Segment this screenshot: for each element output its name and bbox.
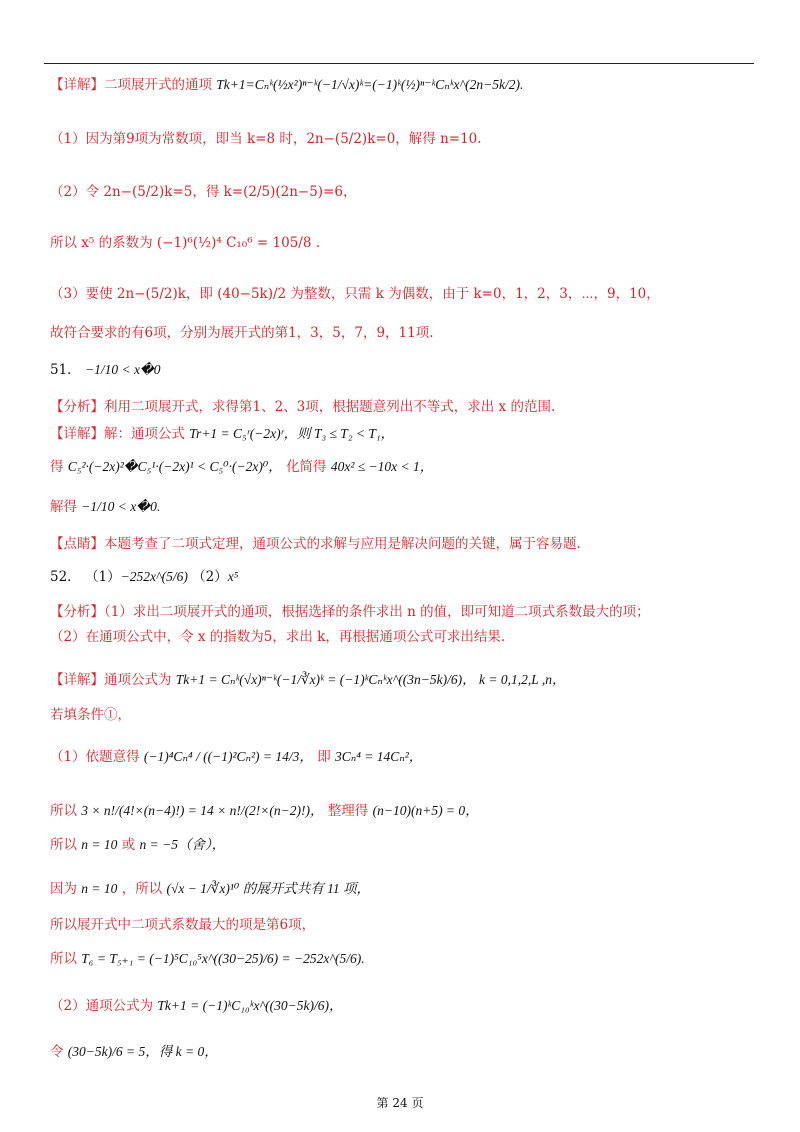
answer-51: 51． −1/10 < x�0 — [50, 362, 161, 378]
line-step-1: （1）依题意得 (−1)⁴Cₙ⁴ / ((−1)²Cₙ²) = 14/3， 即 3Cₙ⁴ = 14Cₙ²， — [50, 749, 423, 765]
line-analysis-52: 【分析】（1）求出二项展开式的通项，根据选择的条件求出 n 的值，即可知道二项式系数最大的项； — [50, 604, 650, 620]
header-rule — [44, 63, 754, 64]
line-analysis-52b: （2）在通项公式中，令 x 的指数为5，求出 k，再根据通项公式可求出结果. — [50, 629, 506, 645]
line-1: 【详解】二项展开式的通项 Tk+1=Cₙᵏ(½x²)ⁿ⁻ᵏ(−1/√x)ᵏ=(−1)ᵏ(½)ⁿ⁻ᵏCₙᵏx^(2n−5k/2). — [50, 77, 524, 93]
line-5: （3）要使 2n−(5/2)k，即 (40−5k)/2 为整数，只需 k 为偶数，由于 k=0，1，2，3，⋯，9，10， — [50, 286, 660, 302]
line-3: （2）令 2n−(5/2)k=5，得 k=(2/5)(2n−5)=6， — [50, 184, 357, 200]
line-n-value: 所以 n = 10 或 n = −5（舍）， — [50, 837, 226, 853]
line-solve-51: 解得 −1/10 < x�0. — [50, 499, 161, 515]
page-number: 第 24 页 — [376, 1096, 424, 1110]
answer-52: 52． （1）−252x^(5/6) （2）x⁵ — [50, 569, 239, 585]
line-4: 所以 x⁵ 的系数为 (−1)⁶(½)⁴ C₁₀⁶ = 105/8 . — [50, 235, 321, 251]
line-solve-k: 令 (30−5k)/6 = 5，得 k = 0， — [50, 1044, 218, 1060]
line-detail-51: 【详解】解：通项公式 Tr+1 = C₅ʳ(−2x)ʳ，则 T₃ ≤ T₂ < T₁， — [50, 426, 395, 442]
line-t6: 所以 T₆ = T₅₊₁ = (−1)⁵C₁₀⁵x^((30−25)/6) = −252x^(5/6). — [50, 951, 365, 967]
line-factorial: 所以 3 × n!/(4!×(n−4)!) = 14 × n!/(2!×(n−2)!)， 整理得 (n−10)(n+5) = 0， — [50, 803, 479, 819]
line-analysis-51: 【分析】利用二项展开式，求得第1、2、3项，根据题意列出不等式，求出 x 的范围. — [50, 399, 556, 415]
line-detail-52: 【详解】通项公式为 Tk+1 = Cₙᵏ(√x)ⁿ⁻ᵏ(−1/∛x)ᵏ = (−1)ᵏCₙᵏx^((3n−5k)/6)， k = 0,1,2,L ,n， — [50, 672, 566, 688]
line-comment-51: 【点睛】本题考查了二项式定理，通项公式的求解与应用是解决问题的关键，属于容易题. — [50, 536, 581, 552]
line-6: 故符合要求的有6项，分别为展开式的第1，3，5，7，9，11项. — [50, 325, 434, 341]
line-ineq-51: 得 C₅²·(−2x)²�C₅¹·(−2x)¹ < C₅⁰·(−2x)⁰， 化简得 40x² ≤ −10x < 1， — [50, 459, 434, 475]
line-step-2: （2）通项公式为 Tk+1 = (−1)ᵏC₁₀ᵏx^((30−5k)/6)， — [50, 998, 343, 1014]
line-term-count: 因为 n = 10 ，所以 (√x − 1/∛x)¹⁰ 的展开式共有 11 项， — [50, 881, 370, 897]
line-2: （1）因为第9项为常数项，即当 k=8 时，2n−(5/2)k=0，解得 n=10. — [50, 131, 482, 147]
line-condition-1: 若填条件①， — [50, 707, 131, 723]
line-max-term: 所以展开式中二项式系数最大的项是第6项， — [50, 917, 316, 933]
